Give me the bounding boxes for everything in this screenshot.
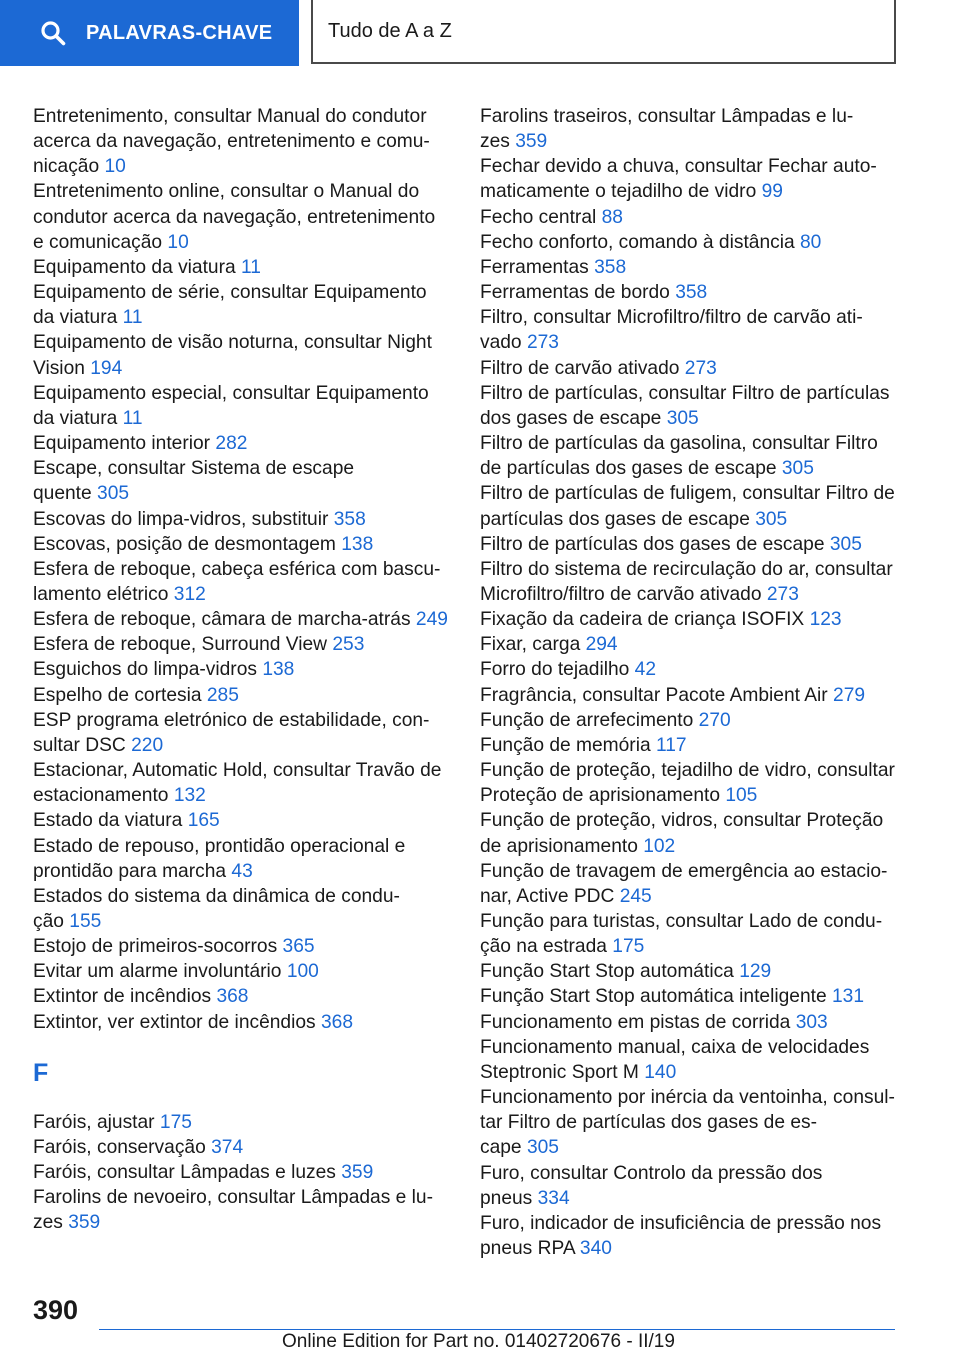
- page-reference-link[interactable]: 42: [634, 659, 657, 681]
- page-reference-link[interactable]: 358: [333, 508, 366, 530]
- index-entry: [480, 280, 900, 305]
- index-entry: [480, 758, 900, 808]
- page-reference-link[interactable]: 11: [122, 307, 143, 329]
- index-entry-text: Filtro de partículas, consultar Filtro de partículas: [480, 382, 890, 404]
- page-reference-link[interactable]: 132: [173, 785, 206, 807]
- index-entry-text: Escape, consultar Sistema de escape: [33, 458, 355, 480]
- page-reference-link[interactable]: 305: [526, 1137, 559, 1159]
- index-entry-text: Faróis, consultar Lâmpadas e luzes 359: [33, 1162, 374, 1184]
- index-entry-text: Entretenimento, consultar Manual do condutor: [33, 106, 427, 127]
- index-entry: [33, 381, 448, 431]
- page-reference-link[interactable]: 359: [515, 131, 548, 153]
- index-entry-text: Extintor de incêndios 368: [33, 986, 249, 1008]
- index-entry-text: Esfera de reboque, câmara de marcha-atrás 249: [33, 609, 448, 631]
- index-entry: [33, 959, 448, 984]
- index-entry-text: Funcionamento em pistas de corrida 303: [480, 1011, 828, 1033]
- page-reference-link[interactable]: 175: [612, 936, 645, 958]
- index-entry: [33, 1185, 448, 1235]
- page-reference-link[interactable]: 359: [341, 1162, 374, 1184]
- index-entry: [33, 179, 448, 254]
- index-entry-text: Esfera de reboque, Surround View 253: [33, 634, 365, 656]
- index-entry: [33, 1010, 448, 1035]
- index-entry-text: Equipamento de visão noturna, consultar Night: [33, 332, 432, 354]
- index-entry-text: nar, Active PDC 245: [480, 885, 652, 907]
- index-entry: [33, 758, 448, 808]
- index-entry-text: Estado da viatura 165: [33, 810, 220, 832]
- page-reference-link[interactable]: 11: [241, 256, 261, 278]
- page-reference-link[interactable]: 105: [725, 785, 758, 807]
- keywords-label: PALAVRAS-CHAVE: [86, 21, 273, 44]
- index-entry-text: dos gases de escape 305: [480, 407, 699, 429]
- page-reference-link[interactable]: 220: [131, 734, 164, 756]
- index-entry: [480, 1211, 900, 1261]
- index-entry-text: Estado de repouso, prontidão operacional e: [33, 835, 406, 857]
- index-entry-text: prontidão para marcha 43: [33, 860, 253, 882]
- page-reference-link[interactable]: 340: [579, 1238, 612, 1260]
- index-entry: [480, 230, 900, 255]
- page-reference-link[interactable]: 368: [320, 1011, 353, 1033]
- page-reference-link[interactable]: 138: [262, 659, 295, 681]
- page-reference-link[interactable]: 11: [122, 407, 143, 429]
- page-reference-link[interactable]: 358: [594, 256, 627, 278]
- page-reference-link[interactable]: 374: [211, 1136, 244, 1158]
- index-entry-text: Filtro de carvão ativado 273: [480, 357, 717, 379]
- index-entry: [33, 984, 448, 1009]
- keywords-button[interactable]: [0, 0, 299, 66]
- page-reference-link[interactable]: 273: [766, 583, 799, 605]
- index-entry: [33, 431, 448, 456]
- index-entry-text: Furo, consultar Controlo da pressão dos: [480, 1162, 823, 1184]
- index-entry-text: Microfiltro/filtro de carvão ativado 273: [480, 583, 799, 605]
- page-reference-link[interactable]: 273: [684, 357, 717, 379]
- index-entry-text: acerca da navegação, entretenimento e comu-: [33, 131, 430, 153]
- index-entry-text: Função Start Stop automática 129: [480, 961, 772, 983]
- index-entry: [480, 381, 900, 431]
- index-entry-text: estacionamento 132: [33, 785, 206, 807]
- page-reference-link[interactable]: 273: [526, 332, 559, 354]
- page-reference-link[interactable]: 245: [619, 885, 652, 907]
- search-icon: [40, 20, 66, 46]
- index-entry-text: Funcionamento manual, caixa de velocidades: [480, 1036, 870, 1058]
- page-reference-link[interactable]: 10: [104, 156, 126, 178]
- index-entry: [33, 532, 448, 557]
- index-entry-text: Equipamento interior 282: [33, 433, 248, 455]
- index-entry-text: partículas dos gases de escape 305: [480, 508, 788, 530]
- index-entry-text: Ferramentas 358: [480, 256, 627, 278]
- page-reference-link[interactable]: 165: [187, 810, 220, 832]
- index-entry-text: Funcionamento por inércia da ventoinha, consul-: [480, 1087, 895, 1109]
- index-entry: [33, 884, 448, 934]
- index-entry: [33, 683, 448, 708]
- index-entry-text: de partículas dos gases de escape 305: [480, 458, 814, 480]
- index-entry: [33, 1160, 448, 1185]
- index-entry-text: sultar DSC 220: [33, 734, 164, 756]
- index-entry-text: Faróis, ajustar 175: [33, 1111, 192, 1133]
- index-entry-text: Função de memória 117: [480, 734, 687, 756]
- tab-a-to-z[interactable]: [311, 0, 896, 64]
- index-entry: [33, 632, 448, 657]
- page-reference-link[interactable]: 99: [761, 181, 783, 203]
- page-reference-link[interactable]: 43: [231, 860, 253, 882]
- index-entry-text: Função Start Stop automática inteligente 131: [480, 986, 865, 1008]
- index-entry-text: quente 305: [33, 483, 130, 505]
- index-entry-text: Esfera de reboque, cabeça esférica com bascu-: [33, 558, 441, 580]
- index-entry-text: vado 273: [480, 332, 559, 354]
- index-entry-text: maticamente o tejadilho de vidro 99: [480, 181, 783, 203]
- page-reference-link[interactable]: 138: [341, 533, 374, 555]
- page-reference-link[interactable]: 88: [601, 206, 623, 228]
- index-entry-text: Equipamento especial, consultar Equipamento: [33, 382, 429, 404]
- index-entry-text: Vision 194: [33, 357, 123, 379]
- index-entry: [33, 657, 448, 682]
- page-reference-link[interactable]: 305: [755, 508, 788, 530]
- page-reference-link[interactable]: 368: [216, 986, 249, 1008]
- index-entry-text: Forro do tejadilho 42: [480, 659, 657, 681]
- index-entry-text: Função para turistas, consultar Lado de condu-: [480, 911, 883, 932]
- index-entry: [33, 708, 448, 758]
- index-entry-text: zes 359: [480, 131, 548, 153]
- index-entry: [33, 255, 448, 280]
- index-entry-text: Fixação da cadeira de criança ISOFIX 123: [480, 609, 842, 631]
- index-entry: [480, 154, 900, 204]
- index-entry: [480, 632, 900, 657]
- index-entry-text: Filtro de partículas dos gases de escape 305: [480, 533, 862, 555]
- index-entry-text: tar Filtro de partículas dos gases de es-: [480, 1112, 818, 1134]
- index-entry: [33, 280, 448, 330]
- top-navigation: [0, 0, 960, 66]
- index-entry-text: Função de proteção, tejadilho de vidro, consultar: [480, 760, 895, 782]
- index-entry-text: Equipamento de série, consultar Equipamento: [33, 282, 427, 304]
- index-entry: [480, 205, 900, 230]
- tab-a-to-z-label: Tudo de A a Z: [328, 19, 452, 42]
- page-reference-link[interactable]: 140: [644, 1061, 677, 1083]
- index-entry: [480, 104, 900, 154]
- index-entry: [480, 959, 900, 984]
- index-entry-text: Espelho de cortesia 285: [33, 684, 239, 706]
- index-entry: [33, 607, 448, 632]
- index-entry: [480, 859, 900, 909]
- index-entry: [480, 532, 900, 557]
- index-entry: [480, 1010, 900, 1035]
- index-entry: [480, 683, 900, 708]
- index-entry: [33, 507, 448, 532]
- index-entry: [33, 330, 448, 380]
- section-letter: F: [33, 1058, 49, 1087]
- footer-divider: [99, 1329, 895, 1330]
- page-reference-link[interactable]: 294: [585, 634, 618, 656]
- index-entry: [480, 984, 900, 1009]
- index-entry: [480, 1161, 900, 1211]
- page-reference-link[interactable]: 123: [809, 609, 842, 631]
- index-entry-text: Faróis, conservação 374: [33, 1136, 244, 1158]
- index-entry-text: Escovas do limpa-vidros, substituir 358: [33, 508, 366, 530]
- index-entry-text: Fecho conforto, comando à distância 80: [480, 231, 822, 253]
- index-entry-text: de aprisionamento 102: [480, 835, 676, 857]
- index-entry-text: condutor acerca da navegação, entretenimento: [33, 206, 436, 228]
- index-column-right: [480, 104, 900, 1261]
- page-reference-link[interactable]: 100: [286, 961, 319, 983]
- index-entry-text: Evitar um alarme involuntário 100: [33, 961, 319, 983]
- index-list-right: [480, 104, 900, 1261]
- index-entry: [480, 1035, 900, 1085]
- index-entry-text: Ferramentas de bordo 358: [480, 282, 708, 304]
- index-entry-text: Esguichos do limpa-vidros 138: [33, 659, 295, 681]
- index-entry-text: Escovas, posição de desmontagem 138: [33, 533, 374, 555]
- index-entry-text: Estojo de primeiros-socorros 365: [33, 936, 315, 958]
- index-entry-text: nicação 10: [33, 156, 126, 178]
- index-entry-text: Filtro, consultar Microfiltro/filtro de carvão ati-: [480, 307, 863, 329]
- index-entry-text: Função de travagem de emergência ao estacio-: [480, 860, 888, 882]
- index-entry-text: Função de proteção, vidros, consultar Proteção: [480, 810, 884, 832]
- index-list-left: [33, 104, 448, 1035]
- index-entry-text: Filtro de partículas de fuligem, consultar Filtro de: [480, 483, 895, 505]
- page-reference-link[interactable]: 194: [90, 357, 123, 379]
- index-entry-text: cape 305: [480, 1137, 559, 1159]
- index-entry-text: pneus RPA 340: [480, 1238, 612, 1260]
- index-entry-text: pneus 334: [480, 1187, 570, 1209]
- page-reference-link[interactable]: 249: [415, 609, 448, 631]
- index-entry: [480, 607, 900, 632]
- index-entry: [33, 1110, 448, 1135]
- index-entry: [480, 356, 900, 381]
- index-entry-text: e comunicação 10: [33, 231, 189, 253]
- page-reference-link[interactable]: 305: [829, 533, 862, 555]
- index-entry-text: lamento elétrico 312: [33, 583, 206, 605]
- page-reference-link[interactable]: 253: [332, 634, 365, 656]
- index-entry: [480, 481, 900, 531]
- page-reference-link[interactable]: 279: [833, 684, 866, 706]
- index-column-left: [33, 104, 448, 1236]
- page-reference-link[interactable]: 358: [675, 282, 708, 304]
- index-entry: [33, 934, 448, 959]
- index-entry-text: da viatura 11: [33, 307, 143, 329]
- index-entry-text: Farolins traseiros, consultar Lâmpadas e lu-: [480, 106, 854, 127]
- index-entry-text: Extintor, ver extintor de incêndios 368: [33, 1011, 353, 1033]
- page-reference-link[interactable]: 365: [282, 936, 315, 958]
- index-entry: [33, 808, 448, 833]
- index-entry-text: Estacionar, Automatic Hold, consultar Travão de: [33, 760, 442, 782]
- index-entry-text: Proteção de aprisionamento 105: [480, 785, 758, 807]
- index-entry: [480, 909, 900, 959]
- index-entry-text: Steptronic Sport M 140: [480, 1061, 677, 1083]
- index-entry: [480, 1085, 900, 1160]
- page-reference-link[interactable]: 282: [215, 433, 248, 455]
- page-reference-link[interactable]: 359: [68, 1212, 101, 1234]
- index-entry: [33, 456, 448, 506]
- page-reference-link[interactable]: 175: [159, 1111, 192, 1133]
- index-entry-text: ESP programa eletrónico de estabilidade, con-: [33, 709, 430, 731]
- index-entry: [480, 305, 900, 355]
- index-entry-text: Furo, indicador de insuficiência de pressão nos: [480, 1212, 882, 1234]
- index-entry: [480, 431, 900, 481]
- page-number: 390: [33, 1295, 79, 1325]
- page-reference-link[interactable]: 102: [643, 835, 676, 857]
- index-entry-text: Fixar, carga 294: [480, 634, 618, 656]
- page-reference-link[interactable]: 305: [781, 458, 814, 480]
- index-entry-text: ção na estrada 175: [480, 936, 645, 958]
- index-entry: [33, 104, 448, 179]
- index-entry-text: Farolins de nevoeiro, consultar Lâmpadas e lu-: [33, 1187, 433, 1209]
- page-reference-link[interactable]: 80: [800, 231, 822, 253]
- index-entry-text: Entretenimento online, consultar o Manual do: [33, 181, 420, 203]
- index-entry-text: Fragrância, consultar Pacote Ambient Air 279: [480, 684, 866, 706]
- index-entry: [480, 657, 900, 682]
- index-entry: [33, 1135, 448, 1160]
- index-entry: [33, 557, 448, 607]
- page-reference-link[interactable]: 305: [97, 483, 130, 505]
- index-entry: [480, 733, 900, 758]
- index-entry-text: Estados do sistema da dinâmica de condu-: [33, 885, 400, 907]
- index-entry: [33, 834, 448, 884]
- index-entry-text: Fechar devido a chuva, consultar Fechar auto-: [480, 156, 877, 178]
- page-reference-link[interactable]: 312: [173, 583, 206, 605]
- index-entry-text: ção 155: [33, 911, 102, 932]
- page-reference-link[interactable]: 155: [69, 911, 102, 932]
- index-entry: [480, 557, 900, 607]
- index-entry: [480, 708, 900, 733]
- index-entry-text: Fecho central 88: [480, 206, 623, 228]
- index-entry: [480, 808, 900, 858]
- page-reference-link[interactable]: 10: [167, 231, 189, 253]
- footer-edition-text: Online Edition for Part no. 01402720676 - II/19: [282, 1331, 675, 1352]
- page-reference-link[interactable]: 129: [739, 961, 772, 983]
- page-reference-link[interactable]: 303: [795, 1011, 828, 1033]
- page-reference-link[interactable]: 334: [537, 1187, 570, 1209]
- index-entry-text: zes 359: [33, 1212, 101, 1234]
- index-entry-text: Filtro do sistema de recirculação do ar, consultar: [480, 558, 893, 580]
- index-list-left-f: [33, 1110, 448, 1236]
- page-reference-link[interactable]: 305: [666, 407, 699, 429]
- page-reference-link[interactable]: 131: [832, 986, 865, 1008]
- page-reference-link[interactable]: 285: [206, 684, 239, 706]
- index-entry-text: da viatura 11: [33, 407, 143, 429]
- index-entry: [480, 255, 900, 280]
- page-reference-link[interactable]: 117: [655, 734, 687, 756]
- index-entry-text: Filtro de partículas da gasolina, consultar Filtro: [480, 433, 878, 455]
- page-reference-link[interactable]: 270: [698, 709, 731, 731]
- index-entry-text: Equipamento da viatura 11: [33, 256, 261, 278]
- index-entry-text: Função de arrefecimento 270: [480, 709, 731, 731]
